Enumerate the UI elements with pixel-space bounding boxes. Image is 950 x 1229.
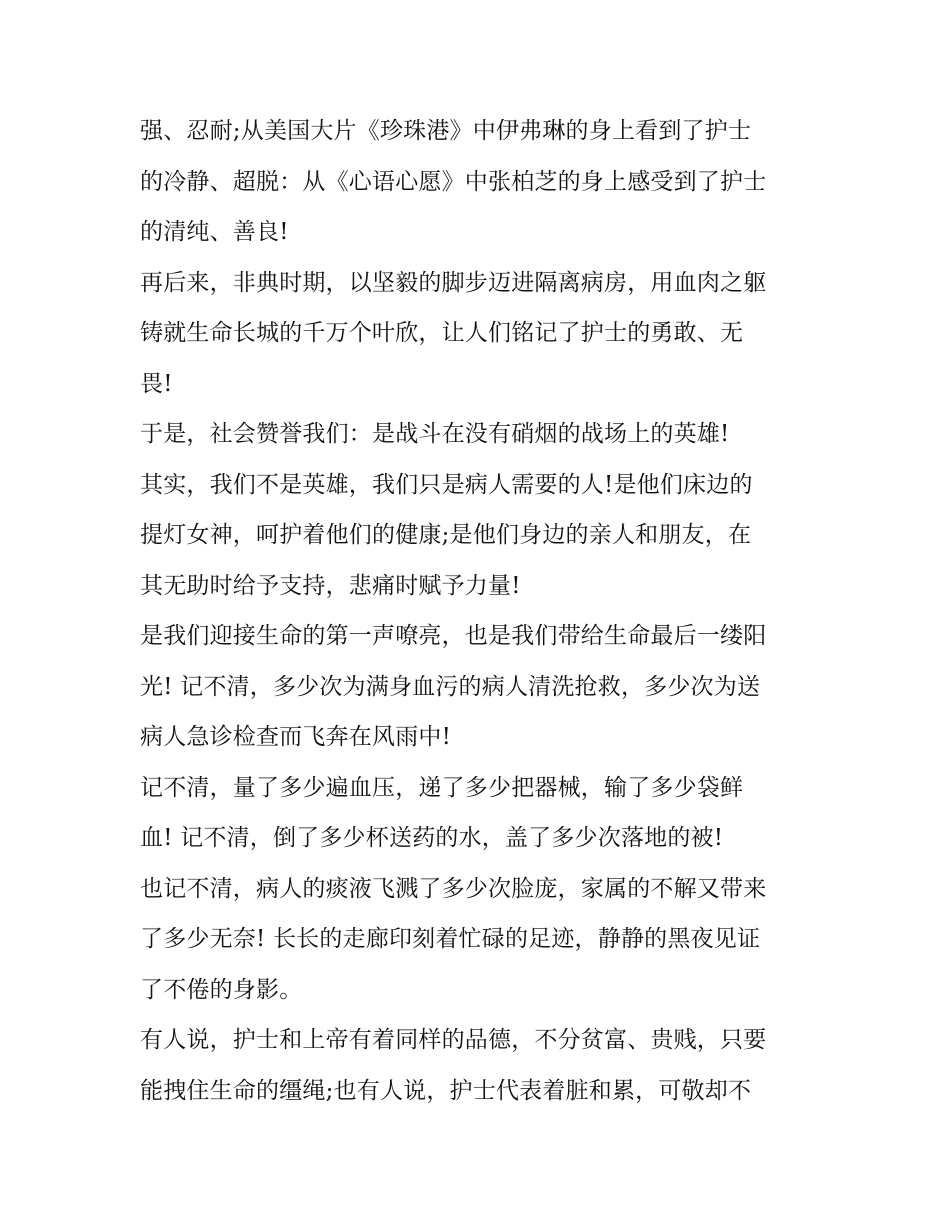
text-line: 再后来，非典时期，以坚毅的脚步迈进隔离病房，用血肉之躯 [140, 269, 767, 296]
text-line: 也记不清，病人的痰液飞溅了多少次脸庞，家属的不解又带来 [140, 875, 767, 902]
text-line: 记不清，量了多少遍血压，递了多少把器械，输了多少袋鲜 [140, 774, 744, 801]
text-line: 提灯女神，呵护着他们的健康;是他们身边的亲人和朋友，在 [140, 522, 752, 548]
text-line: 的冷静、超脱：从《心语心愿》中张柏芝的身上感受到了护士 [140, 168, 767, 195]
text-line: 于是，社会赞誉我们：是战斗在没有硝烟的战场上的英雄! [140, 421, 730, 447]
text-line: 强、忍耐;从美国大片《珍珠港》中伊弗琳的身上看到了护士 [140, 118, 752, 144]
text-line: 其实，我们不是英雄，我们只是病人需要的人!是他们床边的 [140, 471, 753, 498]
text-line: 病人急诊检查而飞奔在风雨中! [140, 724, 452, 750]
text-line: 是我们迎接生命的第一声嘹亮，也是我们带给生命最后一缕阳 [140, 623, 767, 649]
text-line: 光! 记不清，多少次为满身血污的病人清洗抢救，多少次为送 [140, 673, 761, 700]
text-line: 畏! [140, 370, 173, 397]
text-line: 有人说，护士和上帝有着同样的品德，不分贫富、贵贱，只要 [140, 1027, 767, 1053]
text-line: 铸就生命长城的千万个叶欣，让人们铭记了护士的勇敢、无 [140, 320, 744, 346]
text-line: 了多少无奈! 长长的走廊印刻着忙碌的足迹，静静的黑夜见证 [140, 926, 761, 952]
text-line: 能拽住生命的缰绳;也有人说，护士代表着脏和累，可敬却不 [140, 1077, 752, 1104]
text-line: 了不倦的身影。 [140, 976, 303, 1003]
text-line: 血! 记不清，倒了多少杯送药的水，盖了多少次落地的被! [140, 825, 724, 851]
body-text [140, 106, 820, 1116]
text-line: 其无助时给予支持，悲痛时赋予力量! [140, 572, 521, 599]
text-line: 的清纯、善良! [140, 219, 289, 245]
